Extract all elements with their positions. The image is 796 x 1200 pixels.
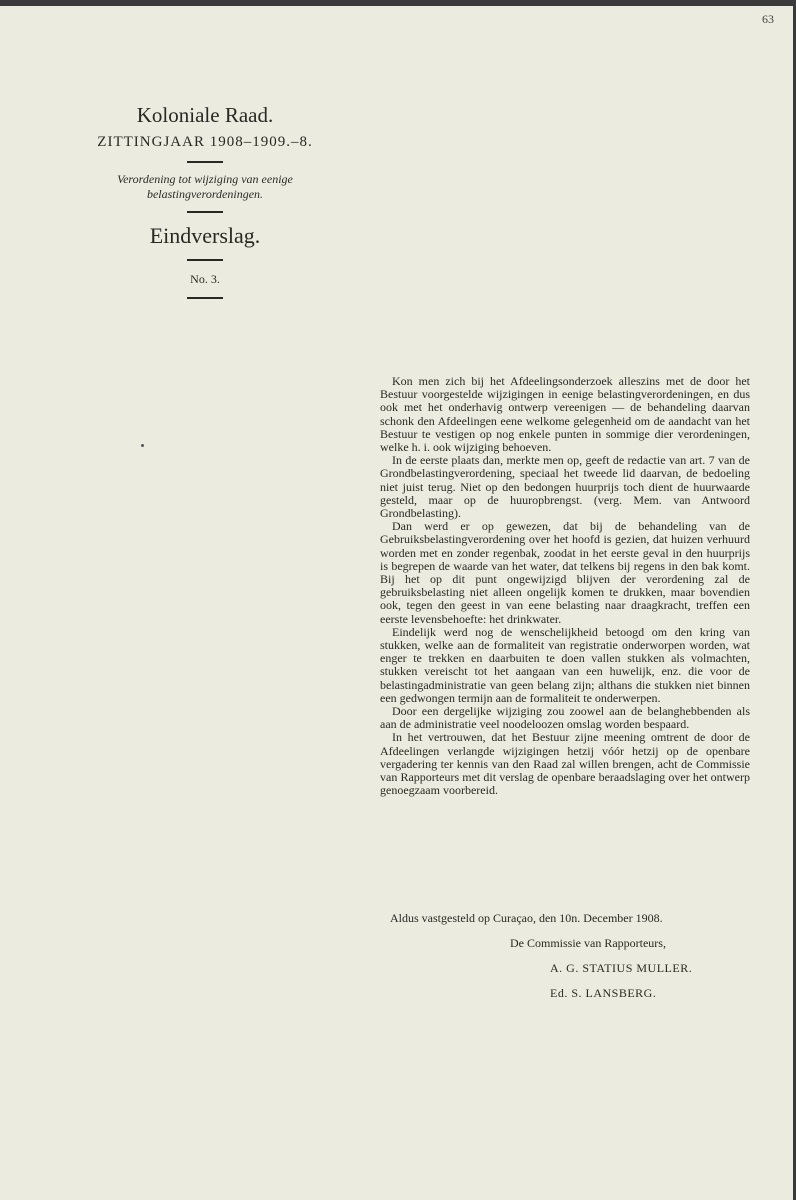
divider bbox=[187, 211, 223, 213]
session-year: ZITTINGJAAR 1908–1909.–8. bbox=[97, 134, 313, 150]
body-paragraph: Door een dergelijke wijziging zou zoowel aan de belanghebbenden als aan de administratie veel noodeloozen omslag worden bespaard. bbox=[380, 704, 750, 732]
divider bbox=[187, 259, 223, 261]
body-paragraph: Dan werd er op gewezen, dat bij de behandeling van de Gebruiksbelastingverordening over het hoofd is gezien, dat huizen verhuurd worden met en zonder regenbak, zoodat in het eerste geval in den huurprijs is begrepen de waarde van het water, dat telkens bij regens in den bak komt. Bij het op dit punt ongewijzigd blijven der verordening zal de gebruiksbelasting niet alleen ongelijk komen te drukken, maar bovendien ook, tegen den geest in van eene belasting naar draagkracht, treffen een eerste levensbehoefte: het drinkwater. bbox=[380, 519, 750, 626]
document-header bbox=[60, 102, 350, 308]
body-paragraph: Eindelijk werd nog de wenschelijkheid betoogd om den kring van stukken, welke aan de formaliteit van registratie onderworpen worden, wat enger te trekken en daarbuiten te doen vallen stukken als volmachten, stukken vereischt tot het aangaan van een huwelijk, enz. die voor de belastingadministratie van geen belang zijn; althans die stukken niet binnen een gedwongen termijn aan de formaliteit te onderwerpen. bbox=[380, 624, 750, 705]
stamp-date: Aldus vastgesteld op Curaçao, den 10n. December 1908. bbox=[390, 911, 663, 925]
committee-name: De Commissie van Rapporteurs, bbox=[510, 936, 666, 950]
signatory-2: Ed. S. LANSBERG. bbox=[550, 986, 657, 1000]
council-title: Koloniale Raad. bbox=[136, 103, 274, 127]
divider bbox=[187, 297, 223, 299]
ordinance-subject: Verordening tot wijziging van eenige belastingverordeningen. bbox=[117, 172, 293, 201]
body-paragraph: In het vertrouwen, dat het Bestuur zijne meening omtrent de door de Afdeelingen verlangde wijzigingen hetzij vóór hetzij op de openbare vergadering ter kennis van den Raad zal willen brengen, acht de Commissie van Rapporteurs met dit verslag de openbare beraadslaging over het ontwerp genoegzaam voorbereid. bbox=[380, 730, 750, 798]
report-title: Eindverslag. bbox=[149, 223, 261, 248]
body-paragraph: Kon men zich bij het Afdeelingsonderzoek alleszins met de door het Bestuur voorgestelde wijzigingen in eenige belastingverordeningen, en dus ook met het onderhavig ontwerp vereenigen — de behandeling daarvan schonk den Afdeelingen eene welkome gelegenheid om de aandacht van het Bestuur te vestigen op nog enkele punten in sommige dier verordeningen, welke h. i. ook wijziging behoeven. bbox=[380, 374, 750, 455]
report-body bbox=[380, 375, 750, 798]
report-number: No. 3. bbox=[190, 272, 220, 286]
margin-mark bbox=[141, 444, 144, 447]
page-number: 63 bbox=[762, 12, 774, 26]
page-top-border bbox=[0, 0, 796, 6]
divider bbox=[187, 161, 223, 163]
body-paragraph: In de eerste plaats dan, merkte men op, geeft de redactie van art. 7 van de Grondbelastingverordening, speciaal het tweede lid daarvan, de bedoeling niet juist terug. Niet op den bedongen huurprijs toch dient de huurwaarde gesteld, maar op de huuropbrengst. (verg. Mem. van Antwoord Grondbelasting). bbox=[380, 453, 750, 521]
signatory-1: A. G. STATIUS MULLER. bbox=[550, 961, 693, 975]
